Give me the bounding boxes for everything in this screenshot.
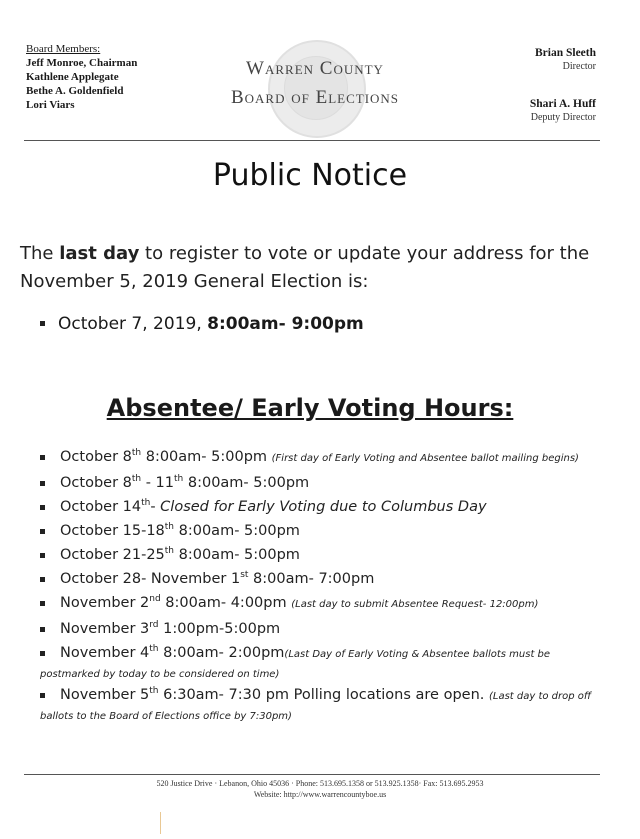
bullet-icon bbox=[40, 553, 45, 558]
board-member: Lori Viars bbox=[26, 99, 75, 111]
list-item: November 2nd 8:00am- 4:00pm (Last day to submit Absentee Request- 12:00pm) bbox=[40, 591, 600, 617]
bullet-icon bbox=[40, 505, 45, 510]
list-item: November 4th 8:00am- 2:00pm(Last Day of Early Voting & Absentee ballots must be postmarked by today to be considered on time) bbox=[40, 644, 551, 680]
board-members-label: Board Members: bbox=[26, 43, 101, 55]
list-item: October 15-18th 8:00am- 5:00pm bbox=[40, 519, 600, 543]
scan-mark bbox=[160, 812, 161, 834]
list-item: November 5th 6:30am- 7:30 pm Polling locations are open. (Last day to drop off ballots to the Board of Elections office by 7:30pm) bbox=[40, 686, 592, 722]
deadline-date: October 7, 2019, bbox=[58, 314, 202, 334]
board-members-block bbox=[26, 42, 137, 112]
list-item: October 21-25th 8:00am- 5:00pm bbox=[40, 543, 600, 567]
list-item: October 8th - 11th 8:00am- 5:00pm bbox=[40, 471, 600, 495]
list-item: October 28- November 1st 8:00am- 7:00pm bbox=[40, 567, 600, 591]
footer-website: Website: http://www.warrencountyboe.us bbox=[253, 790, 387, 799]
list-item: October 14th- Closed for Early Voting due to Columbus Day bbox=[40, 495, 600, 519]
org-line-2: Board of Elections bbox=[230, 87, 400, 108]
bullet-icon bbox=[40, 455, 45, 460]
deputy-title: Deputy Director bbox=[530, 112, 596, 123]
section-heading: Absentee/ Early Voting Hours: bbox=[106, 394, 514, 422]
director-title: Director bbox=[562, 61, 596, 72]
board-member: Bethe A. Goldenfield bbox=[26, 85, 124, 97]
bullet-icon bbox=[40, 321, 45, 326]
footer-address: 520 Justice Drive · Lebanon, Ohio 45036 · Phone: 513.695.1358 or 513.925.1358· Fax: 513.695.2953 bbox=[156, 779, 484, 788]
bullet-icon bbox=[40, 481, 45, 486]
list-item: October 8th 8:00am- 5:00pm (First day of Early Voting and Absentee ballot mailing begins) bbox=[40, 445, 600, 471]
bullet-icon bbox=[40, 529, 45, 534]
deputy-name: Shari A. Huff bbox=[529, 98, 596, 110]
bullet-icon bbox=[40, 693, 45, 698]
director-name: Brian Sleeth bbox=[534, 47, 596, 59]
intro-emphasis: last day bbox=[59, 243, 140, 264]
registration-deadline bbox=[40, 314, 364, 334]
bullet-icon bbox=[40, 651, 45, 656]
list-item: November 3rd 1:00pm-5:00pm bbox=[40, 617, 600, 641]
bullet-icon bbox=[40, 627, 45, 632]
footer-divider bbox=[24, 774, 600, 775]
bullet-icon bbox=[40, 577, 45, 582]
org-line-1: Warren County bbox=[246, 58, 384, 79]
board-member: Jeff Monroe, Chairman bbox=[26, 57, 138, 69]
page-title: Public Notice bbox=[212, 158, 408, 193]
footer bbox=[0, 778, 640, 800]
board-member: Kathlene Applegate bbox=[26, 71, 119, 83]
organization-name bbox=[190, 58, 440, 110]
bullet-icon bbox=[40, 601, 45, 606]
deadline-hours: 8:00am- 9:00pm bbox=[207, 314, 364, 334]
staff-block bbox=[530, 46, 596, 124]
registration-intro: The last day to register to vote or update your address for the November 5, 2019 General Election is: bbox=[20, 243, 590, 292]
header-divider bbox=[24, 140, 600, 141]
voting-hours-list bbox=[40, 445, 600, 725]
